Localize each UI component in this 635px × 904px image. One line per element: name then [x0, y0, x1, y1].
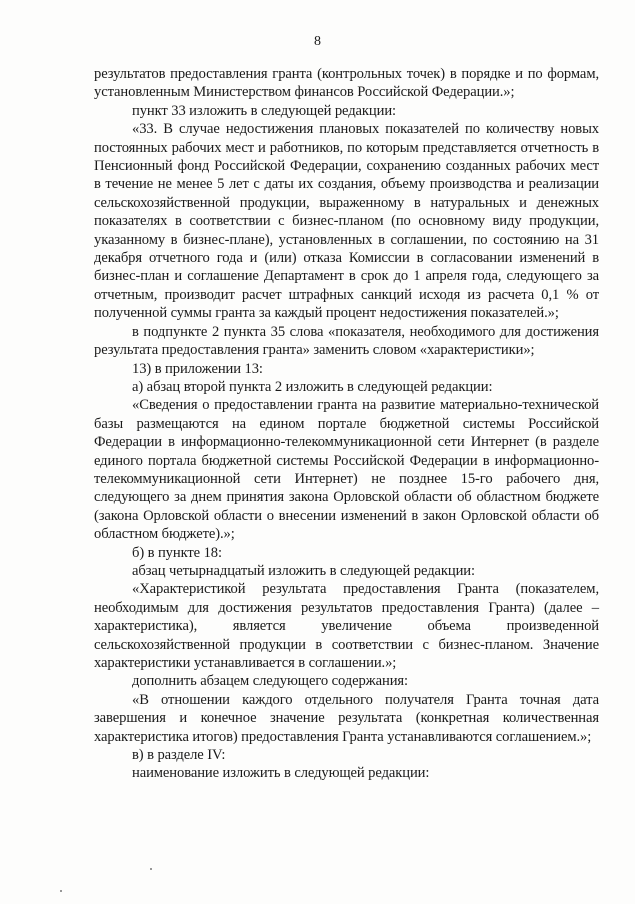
paragraph: «33. В случае недостижения плановых показателей по количеству новых постоянных рабочих мест и работников, по которым представляется отчетность в Пенсионный фонд Российской Федерации, сохранению созданных рабочих мест в течение не менее 5 лет с даты их создания, объему производства и реализации сельскохозяйственной продукции, выраженному в натуральных и денежных показателях в соответствии с бизнес-планом (по основному виду продукции, указанному в бизнес-плане), установленных в соглашении, по состоянию на 31 декабря отчетного года и (или) отказа Комиссии в согласовании изменений в бизнес-план и соглашение Департамент в срок до 1 апреля года, следующего за отчетным, производит расчет штрафных санкций исходя из расчета 0,1 % от полученной суммы гранта за каждый процент недостижения показателей.»; — [94, 121, 599, 322]
paragraph: дополнить абзацем следующего содержания: — [132, 673, 408, 690]
paragraph: абзац четырнадцатый изложить в следующей редакции: — [132, 562, 475, 579]
paragraph: в) в разделе IV: — [132, 747, 226, 764]
scan-speck — [150, 868, 152, 870]
document-body — [94, 65, 599, 783]
paragraph: результатов предоставления гранта (контрольных точек) в порядке и по формам, установленным Министерством финансов Российской Федерации.»; — [94, 66, 599, 101]
scan-speck — [60, 890, 62, 892]
paragraph: 13) в приложении 13: — [132, 360, 263, 377]
paragraph: пункт 33 изложить в следующей редакции: — [132, 102, 396, 119]
page-number: 8 — [314, 34, 321, 49]
paragraph: наименование изложить в следующей редакции: — [132, 765, 430, 782]
paragraph: а) абзац второй пункта 2 изложить в следующей редакции: — [132, 378, 493, 395]
paragraph: б) в пункте 18: — [132, 544, 222, 561]
paragraph: в подпункте 2 пункта 35 слова «показателя, необходимого для достижения результата предоставления гранта» заменить словом «характеристики»; — [94, 323, 599, 359]
paragraph: «Сведения о предоставлении гранта на развитие материально-технической базы размещаются на едином портале бюджетной системы Российской Федерации в информационно-телекоммуникационной сети Интернет (в разделе единого портала бюджетной системы Российской Федерации в информационно-телекоммуникационной сети Интернет) не позднее 15-го рабочего дня, следующего за днем принятия закона Орловской области об областном бюджете (закона Орловской области о внесении изменений в закон Орловской области об областном бюджете).»; — [94, 397, 599, 543]
paragraph: «В отношении каждого отдельного получателя Гранта точная дата завершения и конечное значение результата (конкретная количественная характеристика итогов) предоставления Гранта устанавливаются соглашением.»; — [94, 691, 599, 745]
paragraph: «Характеристикой результата предоставления Гранта (показателем, необходимым для достижения результатов предоставления Гранта) (далее – характеристика), является увеличение объема произведенной сельскохозяйственной продукции в соответствии с бизнес-планом. Значение характеристики устанавливается в соглашении.»; — [94, 581, 599, 671]
